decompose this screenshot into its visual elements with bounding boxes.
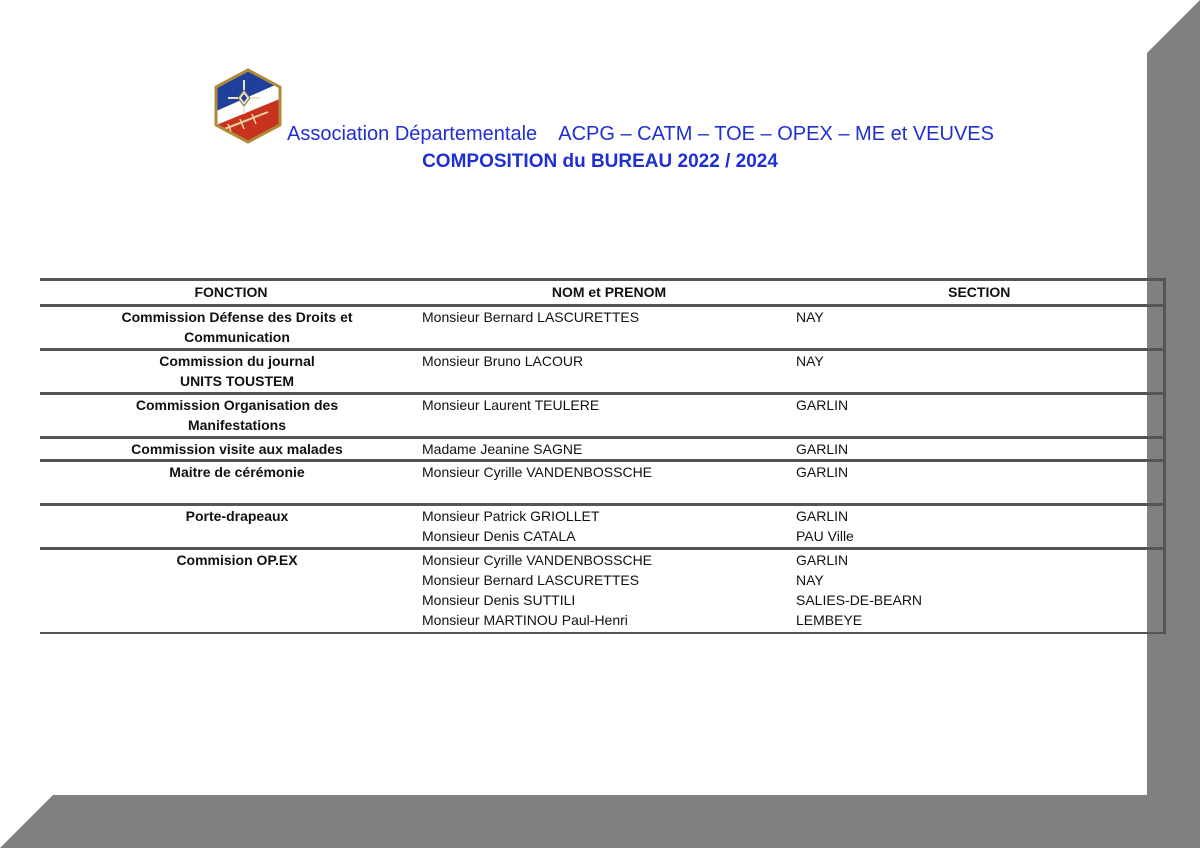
fonction-cell <box>40 394 422 438</box>
column-header-section: SECTION <box>796 280 1164 306</box>
nom-cell <box>422 306 796 350</box>
member-name: Monsieur Cyrille VANDENBOSSCHE <box>422 464 653 480</box>
bureau-table <box>40 278 1166 634</box>
section-cell <box>796 438 1164 461</box>
table-header-row <box>40 280 1164 306</box>
section-name: GARLIN <box>796 464 849 480</box>
section-name: GARLIN <box>796 441 849 457</box>
fonction-label: Commission visite aux malades <box>131 441 343 457</box>
fonction-cell <box>40 438 422 461</box>
table-row <box>40 549 1164 633</box>
table-row <box>40 350 1164 394</box>
table-row <box>40 461 1164 505</box>
fonction-label: UNITS TOUSTEM <box>179 373 295 389</box>
column-header-fonction: FONCTION <box>40 280 422 306</box>
section-cell <box>796 350 1164 394</box>
fonction-label: Porte-drapeaux <box>185 508 289 524</box>
section-cell <box>796 461 1164 505</box>
member-name: Madame Jeanine SAGNE <box>422 441 583 457</box>
section-name: NAY <box>796 572 824 588</box>
nom-cell <box>422 350 796 394</box>
fonction-label: Communication <box>184 329 290 345</box>
section-name: NAY <box>796 353 824 369</box>
fonction-cell <box>40 350 422 394</box>
member-name: Monsieur Denis CATALA <box>422 528 576 544</box>
table-row <box>40 306 1164 350</box>
bureau-table-container <box>40 278 1164 627</box>
table-row <box>40 505 1164 549</box>
fonction-cell <box>40 505 422 549</box>
member-name: Monsieur Bernard LASCURETTES <box>422 572 640 588</box>
member-name: Monsieur Cyrille VANDENBOSSCHE <box>422 552 653 568</box>
fonction-label: Commision OP.EX <box>176 552 298 568</box>
section-cell <box>796 306 1164 350</box>
association-title: Association Départementale ACPG – CATM – TOE – OPEX – ME et VEUVES <box>287 123 994 145</box>
nom-cell <box>422 505 796 549</box>
column-header-nom: NOM et PRENOM <box>422 280 796 306</box>
fonction-label: Commission du journal <box>159 353 315 369</box>
section-name: GARLIN <box>796 508 849 524</box>
nom-cell <box>422 394 796 438</box>
fonction-cell <box>40 549 422 633</box>
section-cell <box>796 394 1164 438</box>
fonction-label: Manifestations <box>187 417 286 433</box>
member-name: Monsieur MARTINOU Paul-Henri <box>422 612 628 628</box>
fonction-cell <box>40 306 422 350</box>
section-name: PAU Ville <box>796 528 854 544</box>
section-name: LEMBEYE <box>796 612 863 628</box>
nom-cell <box>422 461 796 505</box>
fonction-label: Commission Organisation des <box>135 397 339 413</box>
member-name: Monsieur Bruno LACOUR <box>422 353 584 369</box>
section-cell <box>796 505 1164 549</box>
fonction-label: Maitre de cérémonie <box>169 464 305 480</box>
section-name: GARLIN <box>796 552 849 568</box>
bureau-composition-title: COMPOSITION du BUREAU 2022 / 2024 <box>422 151 778 172</box>
fonction-label: Commission Défense des Droits et <box>121 309 353 325</box>
section-cell <box>796 549 1164 633</box>
page-shadow-bottom <box>0 795 1200 848</box>
fonction-cell <box>40 461 422 505</box>
nom-cell <box>422 549 796 633</box>
member-name: Monsieur Bernard LASCURETTES <box>422 309 640 325</box>
member-name: Monsieur Patrick GRIOLLET <box>422 508 600 524</box>
nom-cell <box>422 438 796 461</box>
table-row <box>40 438 1164 461</box>
section-name: NAY <box>796 309 824 325</box>
section-name: GARLIN <box>796 397 849 413</box>
association-emblem-icon <box>214 68 282 144</box>
member-name: Monsieur Laurent TEULERE <box>422 397 600 413</box>
member-name: Monsieur Denis SUTTILI <box>422 592 576 608</box>
table-row <box>40 394 1164 438</box>
section-name: SALIES-DE-BEARN <box>796 592 923 608</box>
